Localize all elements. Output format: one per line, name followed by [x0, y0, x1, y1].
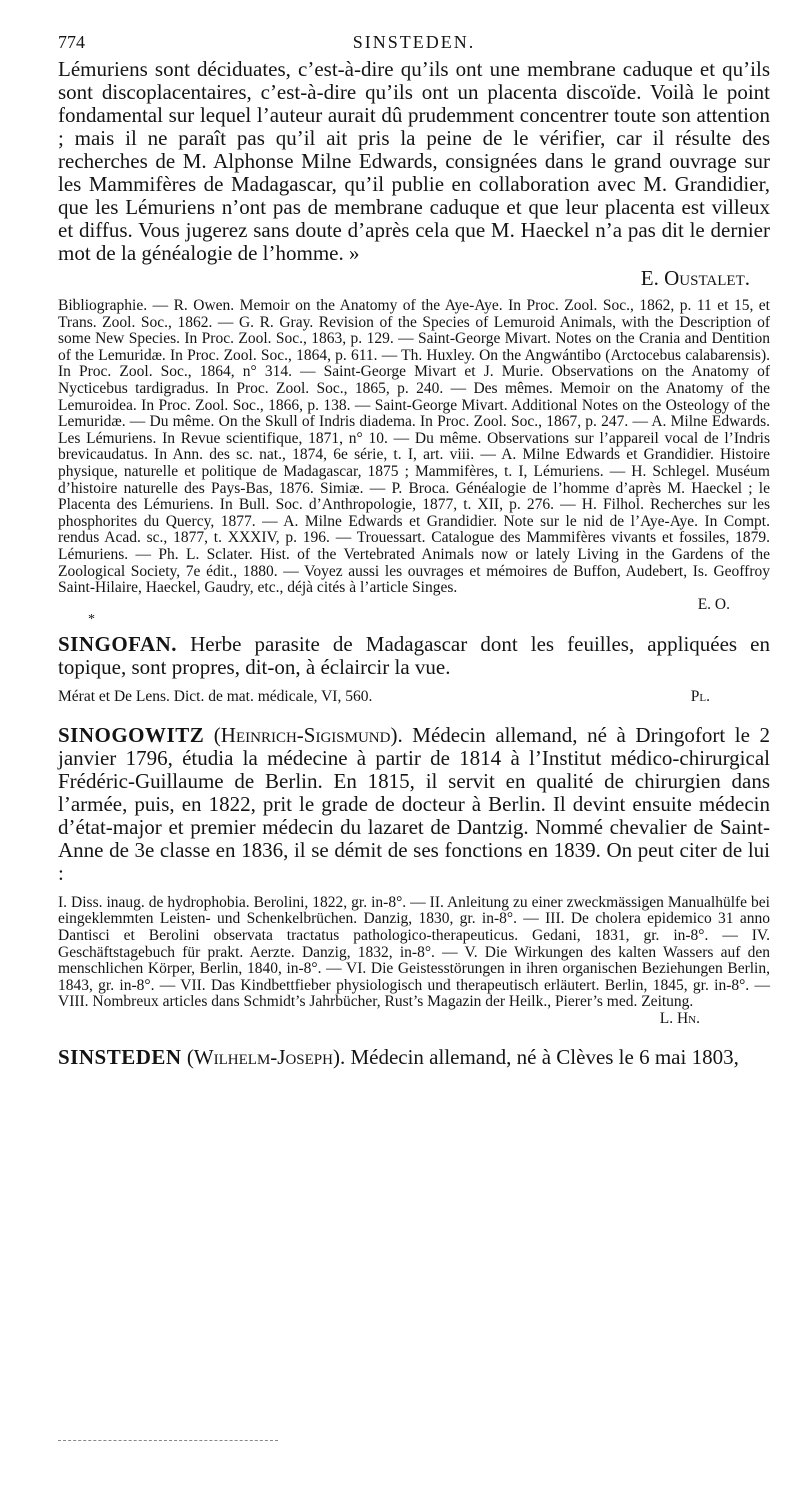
entry-singofan-text: Herbe parasite de Madagascar dont les feuilles, appliquées en topique, sont propres, dit-on, à éclaircir la vue.: [58, 632, 771, 680]
page-number: 774: [58, 32, 85, 52]
continuation-signature: E. Oustalet.: [640, 266, 750, 290]
page-header: [58, 30, 770, 58]
separator-star: *: [88, 612, 95, 628]
page: [58, 30, 770, 1069]
entry-sinogowitz-works: I. Diss. inaug. de hydrophobia. Berolini, 1822, gr. in-8°. — II. Anleitung zu einer zweckmässigen Manualhülfe bei eingeklemmten Leisten- und Schenkelbrüchen. Danzig, 1830, gr. in-8°. — III. De cholera epidemico 31 anno Dantisci et Berolini observata tractatus pathologico-therapeuticus. Gedani, 1831, gr. in-8°. — IV. Geschäftstagebuch für prakt. Aerzte. Danzig, 1832, in-8°. — V. Die Wirkungen des kalten Wassers auf den menschlichen Körper, Berlin, 1840, in-8°. — VI. Die Geistesstörungen in ihren organischen Beziehungen Berlin, 1843, gr. in-8°. — VII. Das Kindbettfieber physiologisch und therapeutisch erläutert. Berlin, 1845, gr. in-8°. — VIII. Nombreux articles dans Schmidt’s Jahrbücher, Rust’s Magazin der Heilk., Pierer’s med. Zeitung.: [58, 893, 770, 1011]
bibliography-signature: E. O.: [697, 595, 730, 613]
entry-sinogowitz: [58, 724, 770, 885]
bottom-rule: [58, 1440, 278, 1441]
entry-sinsteden-name: (Wilhelm-Joseph).: [186, 1044, 346, 1069]
entry-singofan: [58, 633, 770, 679]
entry-sinsteden: [58, 1046, 770, 1069]
headword-sinsteden: SINSTEDEN: [58, 1044, 182, 1069]
entry-sinogowitz-text: Médecin allemand, né à Dringofort le 2 janvier 1796, étudia la médecine à partir de 1814 à l’Institut médico-chirurgical Frédéric-Guillaume de Berlin. En 1815, il servit en qualité de chirurgien dans l’armée, puis, en 1822, prit le grade de docteur à Berlin. Il devint ensuite médecin d’état-major et premier médecin du lazaret de Dantzig. Nommé chevalier de Saint-Anne de 3e classe en 1836, il se démit de ses fonctions en 1839. On peut citer de lui :: [58, 722, 771, 885]
entry-sinogowitz-name: (Heinrich-Sigismund).: [213, 722, 403, 747]
bibliography: Bibliographie. — R. Owen. Memoir on the Anatomy of the Aye-Aye. In Proc. Zool. Soc., 1862, p. 11 et 15, et Trans. Zool. Soc., 1862. — G. R. Gray. Revision of the Species of Lemuroid Animals, with the Description of some New Species. In Proc. Zool. Soc., 1863, p. 129. — Saint-George Mivart. Notes on the Crania and Dentition of the Lemuridæ. In Proc. Zool. Soc., 1864, p. 611. — Th. Huxley. On the Angwántibo (Arctocebus calabarensis). In Proc. Zool. Soc., 1864, n° 314. — Saint-George Mivart et J. Murie. Observations on the Anatomy of Nycticebus tardigradus. In Proc. Zool. Soc., 1865, p. 240. — Des mêmes. Memoir on the Anatomy of the Lemuroidea. In Proc. Zool. Soc., 1866, p. 138. — Saint-George Mivart. Additional Notes on the Osteology of the Lemuridæ. — Du même. On the Skull of Indris diadema. In Proc. Zool. Soc., 1867, p. 247. — A. Milne Edwards. Les Lémuriens. In Revue scientifique, 1871, n° 10. — Du même. Observations sur l’appareil vocal de l’Indris brevicaudatus. In Ann. des sc. nat., 1874, 6e série, t. I, art. viii. — A. Milne Edwards et Grandidier. Histoire physique, naturelle et politique de Madagascar, 1875 ; Mammifères, t. I, Lémuriens. — H. Schlegel. Muséum d’histoire naturelle des Pays-Bas, 1876. Simiæ. — P. Broca. Généalogie de l’homme d’après M. Haeckel ; le Placenta des Lémuriens. In Bull. Soc. d’Anthropologie, 1877, t. XII, p. 276. — H. Filhol. Recherches sur les phosphorites du Quercy, 1877. — A. Milne Edwards et Grandidier. Note sur le nid de l’Aye-Aye. In Compt. rendus Acad. sc., 1877, t. XXXIV, p. 196. — Trouessart. Catalogue des Mammifères vivants et fossiles, 1879. Lémuriens. — Ph. L. Sclater. Hist. of the Vertebrated Animals now or lately Living in the Gardens of the Zoological Society, 7e édit., 1880. — Voyez aussi les ouvrages et mémoires de Buffon, Audebert, Is. Geoffroy Saint-Hilaire, Haeckel, Gaudry, etc., déjà cités à l’article Singes.: [58, 297, 770, 597]
entry-singofan-signature: Pl.: [690, 688, 710, 706]
headword-singofan: SINGOFAN.: [58, 632, 178, 657]
entry-singofan-reference: Mérat et De Lens. Dict. de mat. médicale, VI, 560.: [58, 688, 373, 706]
entry-sinsteden-text: Médecin allemand, né à Clèves le 6 mai 1803,: [350, 1044, 739, 1069]
entry-singofan-reference-line: [58, 689, 770, 706]
headword-sinogowitz: SINOGOWITZ: [58, 722, 205, 747]
running-title: SINSTEDEN.: [352, 32, 476, 52]
continuation-paragraph: Lémuriens sont déciduates, c’est-à-dire qu’ils ont une membrane caduque et qu’ils sont discoplacentaires, c’est-à-dire qu’ils ont un placenta discoïde. Voilà le point fondamental sur lequel l’auteur aurait dû prudemment concentrer toute son attention ; mais il ne paraît pas qu’il ait pris la peine de le vérifier, car il résulte des recherches de M. Alphonse Milne Edwards, consignées dans le grand ouvrage sur les Mammifères de Madagascar, qu’il publie en collaboration avec M. Grandidier, que les Lémuriens n’ont pas de membrane caduque et que leur placenta est villeux et diffus. Vous jugerez sans doute d’après cela que M. Haeckel n’a pas dit le dernier mot de la généalogie de l’homme. »: [58, 57, 770, 265]
entry-sinogowitz-signature: L. Hn.: [659, 1010, 700, 1028]
